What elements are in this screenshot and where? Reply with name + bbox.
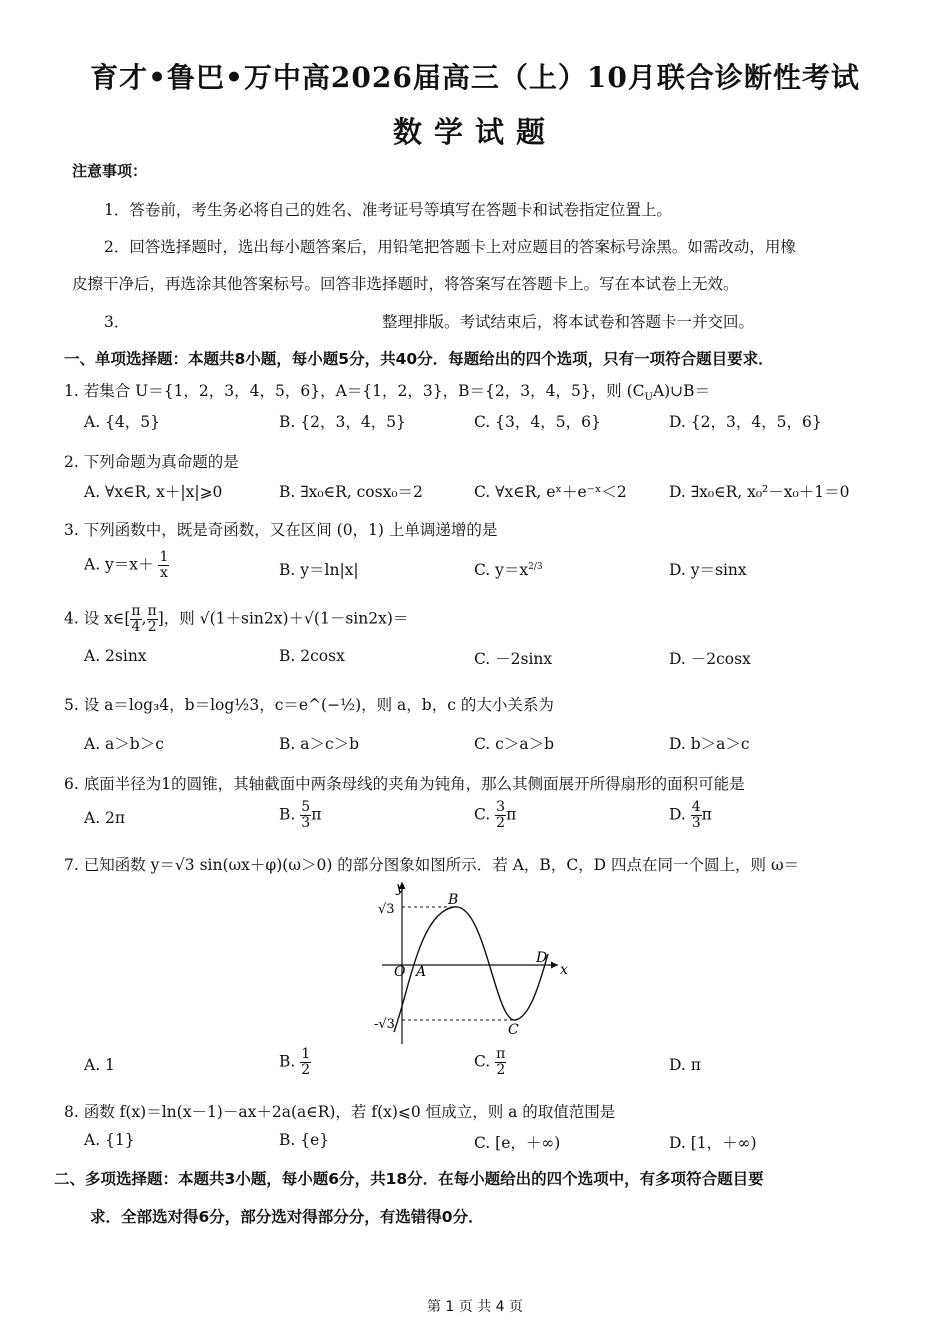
q4-option-d: D. －2cosx bbox=[669, 650, 751, 668]
q6-option-a: A. 2π bbox=[84, 809, 126, 827]
question-5-stem: 5. 设 a＝log₃4，b＝log½3，c＝e^(−½)，则 a，b，c 的大小关系为 bbox=[64, 696, 554, 714]
q8-option-b: B. {e} bbox=[279, 1131, 330, 1149]
q6-b-fraction bbox=[300, 800, 311, 831]
q4-stem-pre: 4. 设 x∈[ bbox=[64, 609, 131, 628]
q7-option-b bbox=[279, 1047, 311, 1078]
question-4-stem: 4. 设 x∈[ $\frac{\pi}{4}$ , $\frac{\pi}{2}$ ]，则 √(1＋sin2x)＋√(1－sin2x)＝ bbox=[64, 603, 409, 635]
q6-d-num: 4 bbox=[691, 799, 701, 815]
q5-option-c: C. c＞a＞b bbox=[474, 735, 555, 753]
q6-c-pi: π bbox=[506, 805, 517, 824]
q5-option-b: B. a＞c＞b bbox=[279, 735, 360, 753]
q6-c-label: C. bbox=[474, 805, 491, 824]
origin-label: O bbox=[394, 964, 406, 980]
q3-a-fraction bbox=[158, 550, 169, 581]
question-3-stem: 3. 下列函数中，既是奇函数，又在区间 (0，1) 上单调递增的是 bbox=[64, 521, 498, 539]
q6-b-pi: π bbox=[311, 805, 322, 824]
q4-option-b: B. 2cosx bbox=[279, 647, 345, 665]
q6-d-den: 3 bbox=[691, 815, 701, 831]
q6-c-num: 3 bbox=[496, 799, 506, 815]
q4-f1-num: π bbox=[131, 603, 141, 619]
q6-c-fraction bbox=[495, 800, 506, 831]
exam-title: 育才•鲁巴•万中高2026届高三（上）10月联合诊断性考试 bbox=[90, 61, 860, 94]
question-1-stem bbox=[64, 379, 710, 403]
q3-option-c bbox=[474, 558, 543, 580]
y-label: y bbox=[396, 880, 404, 896]
q4-option-a: A. 2sinx bbox=[84, 647, 147, 665]
notice-item-2b: 皮擦干净后，再选涂其他答案标号。回答非选择题时，将答案写在答题卡上。写在本试卷上无效。 bbox=[72, 275, 739, 293]
q3-a-den: x bbox=[159, 565, 168, 581]
question-8-stem: 8. 函数 f(x)＝ln(x－1)－ax＋2a(a∈R)，若 f(x)⩽0 恒成立，则 a 的取值范围是 bbox=[64, 1103, 616, 1121]
q7-b-fraction bbox=[300, 1047, 311, 1078]
notice-item-1: 1．答卷前，考生务必将自己的姓名、准考证号等填写在答题卡和试卷指定位置上。 bbox=[104, 201, 672, 219]
q2-option-c: C. ∀x∈R, eˣ＋e⁻ˣ＜2 bbox=[474, 483, 627, 501]
question-7-stem: 7. 已知函数 y＝√3 sin(ωx＋φ)(ω＞0) 的部分图象如图所示．若 A，B，C，D 四点在同一个圆上，则 ω＝ bbox=[64, 856, 800, 874]
q1-stem-main: 1. 若集合 U＝{1，2，3，4，5，6}，A＝{1，2，3}，B＝{2，3，4，5}，则 (C bbox=[64, 382, 645, 400]
point-a-label: A bbox=[416, 964, 427, 980]
section-2-heading-line1: 二、多项选择题：本题共3小题，每小题6分，共18分．在每小题给出的四个选项中，有多项符合题目要 bbox=[54, 1170, 764, 1188]
q6-c-den: 2 bbox=[496, 815, 506, 831]
q8-option-d: D. [1，＋∞) bbox=[669, 1134, 757, 1152]
q2-option-b: B. ∃x₀∈R, cosx₀＝2 bbox=[279, 483, 423, 501]
q6-b-den: 3 bbox=[301, 815, 311, 831]
q1-stem-sub: U bbox=[644, 392, 653, 404]
y-tick-neg-sqrt3: -√3 bbox=[374, 1017, 395, 1032]
q4-stem-post: ]，则 √(1＋sin2x)＋√(1－sin2x)＝ bbox=[157, 609, 409, 628]
y-tick-sqrt3: √3 bbox=[378, 902, 395, 917]
notice-item-3-num: 3． bbox=[104, 313, 130, 331]
q4-option-c: C. －2sinx bbox=[474, 650, 553, 668]
q3-option-d: D. y＝sinx bbox=[669, 561, 747, 579]
q4-f2-den: 2 bbox=[147, 619, 157, 635]
q4-frac-1 bbox=[130, 604, 141, 635]
point-c-label: C bbox=[508, 1022, 519, 1038]
q3-a-pre: A. y＝x＋ bbox=[84, 555, 154, 574]
q4-f1-den: 4 bbox=[131, 619, 141, 635]
x-label: x bbox=[560, 962, 568, 978]
q7-option-d: D. π bbox=[669, 1056, 701, 1074]
q3-option-b: B. y＝ln|x| bbox=[279, 561, 359, 579]
point-b-label: B bbox=[448, 892, 459, 908]
q3-c-pre: C. y＝x bbox=[474, 561, 529, 579]
q7-b-label: B. bbox=[279, 1052, 296, 1071]
q5-option-d: D. b＞a＞c bbox=[669, 735, 750, 753]
q5-option-a: A. a＞b＞c bbox=[84, 735, 164, 753]
page-footer: 第 1 页 共 4 页 bbox=[426, 1299, 524, 1315]
q7-option-c bbox=[474, 1047, 506, 1078]
q7-c-num: π bbox=[496, 1046, 506, 1062]
q7-option-a: A. 1 bbox=[84, 1056, 115, 1074]
question-2-stem: 2. 下列命题为真命题的是 bbox=[64, 453, 239, 471]
q6-option-d bbox=[669, 800, 712, 831]
q3-a-num: 1 bbox=[159, 549, 169, 565]
q6-d-label: D. bbox=[669, 805, 686, 824]
q7-c-den: 2 bbox=[496, 1062, 506, 1078]
q1-stem-end: A)∪B＝ bbox=[652, 382, 711, 400]
notice-heading: 注意事项： bbox=[72, 162, 148, 180]
q1-option-c: C. {3，4，5，6} bbox=[474, 413, 601, 431]
q6-b-num: 5 bbox=[301, 799, 311, 815]
q7-b-den: 2 bbox=[301, 1062, 311, 1078]
notice-item-2a: 2．回答选择题时，选出每小题答案后，用铅笔把答题卡上对应题目的答案标号涂黑。如需改动，用橡 bbox=[104, 238, 796, 256]
q3-option-a bbox=[84, 550, 169, 581]
notice-item-3-text: 整理排版。考试结束后，将本试卷和答题卡一并交回。 bbox=[382, 313, 755, 331]
section-1-heading: 一、单项选择题：本题共8小题，每小题5分，共40分．每题给出的四个选项，只有一项符合题目要求． bbox=[64, 350, 774, 368]
q2-option-d: D. ∃x₀∈R, x₀²－x₀＋1＝0 bbox=[669, 483, 850, 501]
q8-option-a: A. {1} bbox=[84, 1131, 135, 1149]
q6-d-fraction bbox=[691, 800, 702, 831]
section-2-heading-line2: 求．全部选对得6分，部分选对得部分分，有选错得0分． bbox=[90, 1208, 484, 1226]
q6-d-pi: π bbox=[701, 805, 712, 824]
q3-c-exp: 2/3 bbox=[528, 561, 543, 572]
q4-f2-num: π bbox=[147, 603, 157, 619]
point-d-label: D bbox=[536, 950, 548, 966]
q1-option-b: B. {2，3，4，5} bbox=[279, 413, 406, 431]
q7-c-label: C. bbox=[474, 1052, 491, 1071]
q2-option-a: A. ∀x∈R, x＋|x|⩾0 bbox=[84, 483, 223, 501]
q1-option-d: D. {2，3，4，5，6} bbox=[669, 413, 822, 431]
question-6-stem: 6. 底面半径为1的圆锥，其轴截面中两条母线的夹角为钝角，那么其侧面展开所得扇形的面积可能是 bbox=[64, 775, 745, 793]
q7-c-fraction bbox=[495, 1047, 506, 1078]
q1-option-a: A. {4，5} bbox=[84, 413, 160, 431]
q6-option-c bbox=[474, 800, 516, 831]
q7-b-num: 1 bbox=[301, 1046, 311, 1062]
q4-frac-2 bbox=[147, 604, 158, 635]
q6-option-b bbox=[279, 800, 321, 831]
exam-subtitle: 数学试题 bbox=[392, 115, 557, 149]
q7-sine-graph bbox=[350, 872, 590, 1052]
q8-option-c: C. [e，＋∞) bbox=[474, 1134, 561, 1152]
q6-b-label: B. bbox=[279, 805, 296, 824]
